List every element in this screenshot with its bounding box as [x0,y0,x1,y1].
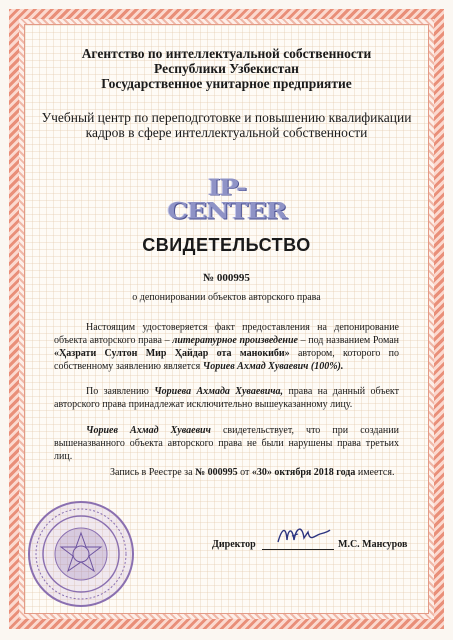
p1-work-type: литературное произведение [172,335,298,346]
p3-author-name: Чориев Ахмад Хуваевич [86,425,211,436]
p1-text-3: – под названием Роман [300,335,400,346]
director-label: Директор [212,539,256,550]
p1-text-5: автором, которого по собственному заявлению является [54,348,400,372]
certificate-title: СВИДЕТЕЛЬСТВО [142,235,311,255]
paragraph-deposit-fact [54,321,399,373]
p1-work-title: «Ҳазрати Султон Мир Ҳайдар ота манокиби» [54,348,290,359]
paragraph-rights [54,385,399,411]
p1-author-name: Чориев Ахмад Хуваевич [202,361,309,372]
paragraph-registry [54,466,399,479]
p4-text-1: Запись в Реестре за [110,467,193,478]
agency-line-2: Республики Узбекистан [154,61,299,76]
center-line-1: Учебный центр по переподготовке и повышению квалификации [41,110,412,125]
official-seal-stamp [26,499,136,609]
certificate-subject: о депонировании объектов авторского права [132,292,321,303]
agency-line-3: Государственное унитарное предприятие [101,76,352,91]
center-line-2: кадров в сфере интеллектуальной собственности [85,125,368,140]
p4-text-3: от [240,467,250,478]
agency-header [24,46,429,91]
paragraph-declaration [54,424,399,463]
signature-line [262,549,334,550]
p2-text-1: По заявлению [86,386,149,397]
signature-block [212,534,422,552]
handwritten-signature [272,522,332,548]
agency-line-1: Агентство по интеллектуальной собственности [81,46,372,61]
p1-share: (100%). [310,361,344,372]
training-center-name [24,110,429,140]
p2-text-3: права на данный объект авторского права принадлежат исключительно вышеуказанному лицу. [54,386,400,410]
director-name: М.С. Мансуров [338,539,408,550]
p3-text-2: свидетельствует, что при создании вышеназванного объекта авторского права не были нарушены права третьих лиц. [54,425,399,462]
p4-registry-number: № 000995 [195,467,238,478]
p2-author-name: Чориева Ахмада Хуваевича, [154,386,284,397]
certificate-number: № 000995 [203,272,250,284]
p1-text-1: Настоящим удостоверяется факт предоставления на депонирование объекта авторского права – [54,322,399,346]
p4-registry-date: «30» октября 2018 года [251,467,356,478]
ip-center-logo: IP-CENTER [167,175,287,225]
certificate-content [24,24,429,614]
p4-text-5: имеется. [357,467,395,478]
